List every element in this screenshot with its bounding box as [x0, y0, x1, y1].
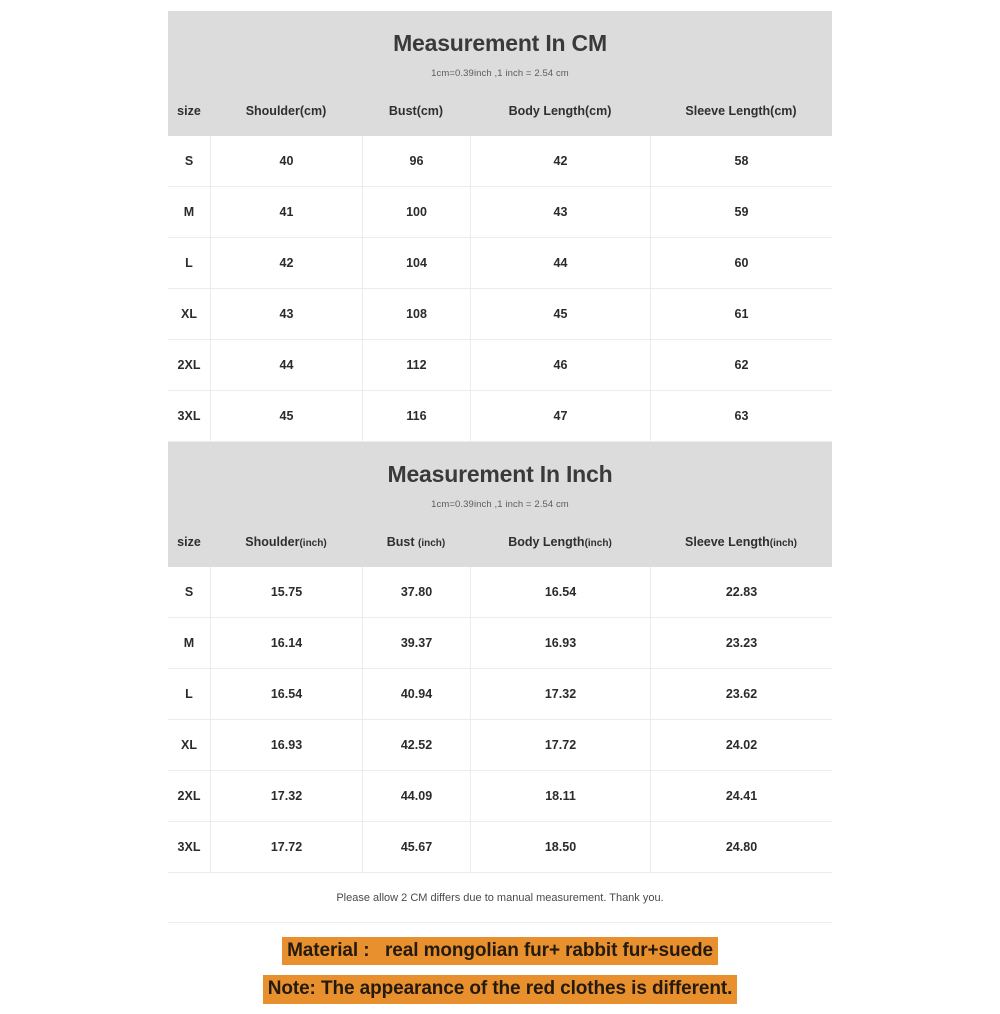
cell-sleeve-length: 22.83 — [650, 567, 832, 617]
cell-body-length: 46 — [470, 340, 650, 390]
cell-body-length: 42 — [470, 136, 650, 186]
table-row — [168, 669, 832, 720]
table-row — [168, 567, 832, 618]
cell-shoulder: 15.75 — [210, 567, 362, 617]
cell-sleeve-length: 59 — [650, 187, 832, 237]
table-row — [168, 391, 832, 442]
cell-size: 2XL — [177, 357, 201, 372]
cell-bust: 96 — [362, 136, 470, 186]
cell-bust: 44.09 — [362, 771, 470, 821]
cell-shoulder: 16.14 — [210, 618, 362, 668]
cell-sleeve-length: 58 — [650, 136, 832, 186]
table-row — [168, 340, 832, 391]
inch-column-header-sleeve-length: Sleeve Length(inch) — [685, 535, 797, 550]
inch-column-header-shoulder: Shoulder(inch) — [245, 535, 327, 550]
cm-column-header-shoulder: Shoulder(cm) — [245, 104, 327, 119]
cm-column-header-sleeve-length: Sleeve Length(cm) — [685, 104, 797, 119]
cell-body-length: 43 — [470, 187, 650, 237]
size-chart-card — [168, 11, 832, 1014]
cell-bust: 39.37 — [362, 618, 470, 668]
cell-shoulder: 17.32 — [210, 771, 362, 821]
cell-body-length: 17.72 — [470, 720, 650, 770]
inch-section-title: Measurement In Inch — [387, 460, 613, 487]
measurement-disclaimer: Please allow 2 CM differs due to manual measurement. Thank you. — [168, 873, 832, 923]
cell-body-length: 45 — [470, 289, 650, 339]
table-row — [168, 238, 832, 289]
cell-bust: 42.52 — [362, 720, 470, 770]
cell-sleeve-length: 61 — [650, 289, 832, 339]
inch-section-subtitle: 1cm=0.39inch ,1 inch = 2.54 cm — [431, 498, 569, 510]
cell-shoulder: 16.93 — [210, 720, 362, 770]
cell-size: 3XL — [177, 408, 201, 423]
cell-shoulder: 45 — [210, 391, 362, 441]
cell-shoulder: 16.54 — [210, 669, 362, 719]
cm-table-body — [168, 136, 832, 442]
cm-column-header-body-length: Body Length(cm) — [508, 104, 612, 119]
table-row — [168, 771, 832, 822]
cell-size: 3XL — [177, 839, 201, 854]
cell-body-length: 47 — [470, 391, 650, 441]
cell-bust: 100 — [362, 187, 470, 237]
cm-column-header-bust: Bust(cm) — [388, 104, 444, 119]
table-row — [168, 822, 832, 873]
cm-column-header-row — [168, 89, 832, 136]
table-row — [168, 136, 832, 187]
table-row — [168, 720, 832, 771]
cell-bust: 40.94 — [362, 669, 470, 719]
cell-size: S — [184, 584, 194, 599]
cell-shoulder: 44 — [210, 340, 362, 390]
cell-bust: 108 — [362, 289, 470, 339]
cell-bust: 116 — [362, 391, 470, 441]
cell-body-length: 17.32 — [470, 669, 650, 719]
cell-shoulder: 43 — [210, 289, 362, 339]
cell-size: 2XL — [177, 788, 201, 803]
highlighted-notes — [168, 923, 832, 1005]
inch-column-header-row — [168, 520, 832, 567]
cell-bust: 112 — [362, 340, 470, 390]
inch-table-body — [168, 567, 832, 873]
cell-body-length: 44 — [470, 238, 650, 288]
cell-sleeve-length: 63 — [650, 391, 832, 441]
cell-sleeve-length: 24.02 — [650, 720, 832, 770]
cell-bust: 104 — [362, 238, 470, 288]
cell-sleeve-length: 24.80 — [650, 822, 832, 872]
cell-bust: 37.80 — [362, 567, 470, 617]
cell-size: S — [184, 153, 194, 168]
material-note: Material : real mongolian fur+ rabbit fur+suede — [282, 937, 718, 966]
cm-column-header-size: size — [177, 104, 201, 119]
cell-size: L — [185, 255, 193, 270]
cm-section-subtitle: 1cm=0.39inch ,1 inch = 2.54 cm — [431, 67, 569, 79]
cell-shoulder: 40 — [210, 136, 362, 186]
material-note-line — [168, 937, 832, 966]
cell-shoulder: 41 — [210, 187, 362, 237]
cm-section-title: Measurement In CM — [393, 30, 607, 56]
cell-sleeve-length: 60 — [650, 238, 832, 288]
table-row — [168, 187, 832, 238]
cell-body-length: 18.11 — [470, 771, 650, 821]
cell-body-length: 16.93 — [470, 618, 650, 668]
cell-size: M — [183, 635, 195, 650]
appearance-note: Note: The appearance of the red clothes is different. — [263, 975, 738, 1004]
cell-shoulder: 17.72 — [210, 822, 362, 872]
cell-sleeve-length: 23.23 — [650, 618, 832, 668]
cell-sleeve-length: 62 — [650, 340, 832, 390]
inch-section-header — [168, 442, 832, 567]
cell-size: L — [185, 686, 193, 701]
cell-size: XL — [181, 737, 197, 752]
inch-column-header-size: size — [177, 535, 201, 550]
cell-sleeve-length: 23.62 — [650, 669, 832, 719]
cell-size: M — [183, 204, 195, 219]
table-row — [168, 618, 832, 669]
cell-bust: 45.67 — [362, 822, 470, 872]
cell-shoulder: 42 — [210, 238, 362, 288]
cell-sleeve-length: 24.41 — [650, 771, 832, 821]
cell-body-length: 18.50 — [470, 822, 650, 872]
inch-column-header-bust: Bust (inch) — [386, 535, 446, 550]
table-row — [168, 289, 832, 340]
cell-size: XL — [181, 306, 197, 321]
cell-body-length: 16.54 — [470, 567, 650, 617]
cm-section-header — [168, 11, 832, 136]
inch-column-header-body-length: Body Length(inch) — [508, 535, 612, 550]
